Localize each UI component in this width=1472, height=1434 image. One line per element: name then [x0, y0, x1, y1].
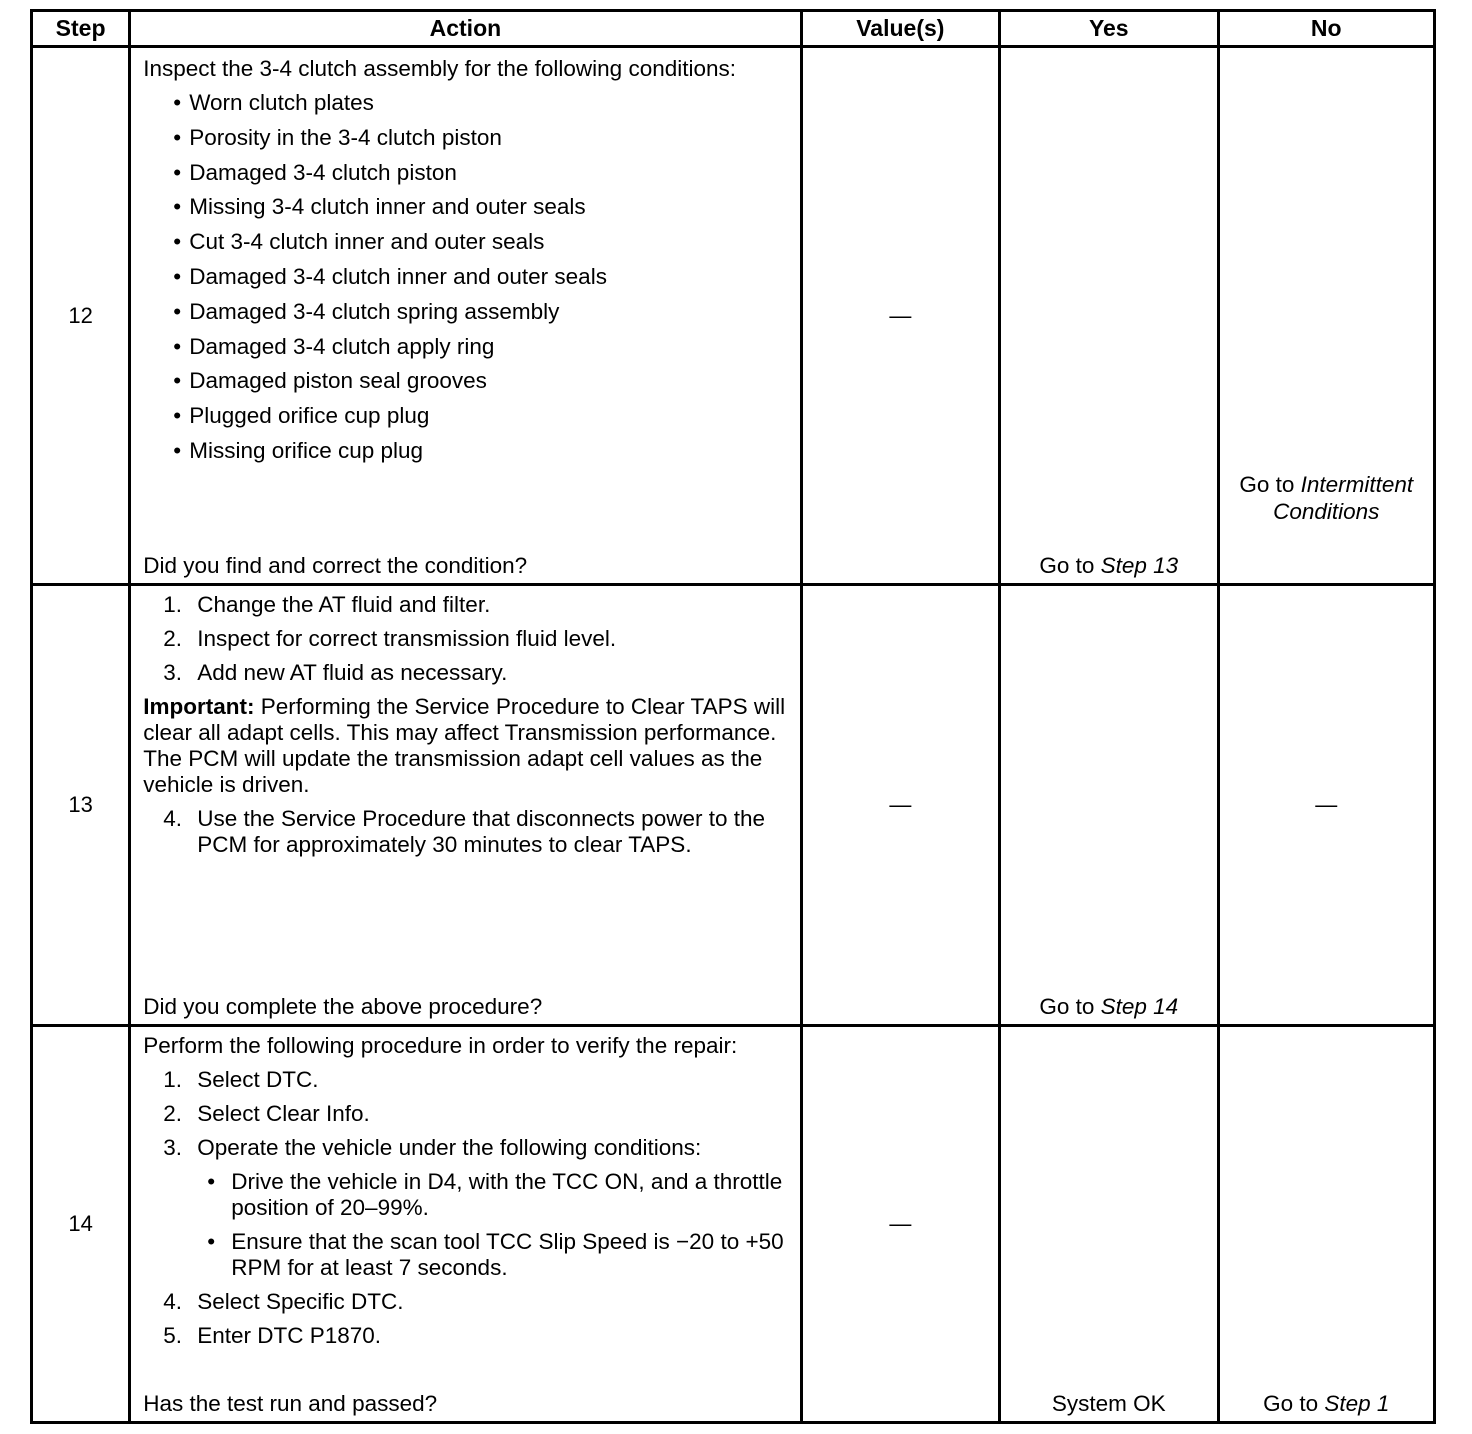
important-text: Performing the Service Procedure to Clear TAPS will clear all adapt cells. This may affect Transmission performance. The PCM will update the transmission adapt cell values as the vehicle is driven. — [143, 694, 786, 797]
list-item — [163, 592, 785, 618]
action-cell — [130, 585, 801, 1026]
yes-step-link[interactable]: Step 13 — [1100, 553, 1179, 578]
no-link-line1[interactable]: Intermittent — [1300, 472, 1414, 497]
step-text: Change the AT fluid and filter. — [197, 592, 491, 617]
table-row-step-14 — [32, 1026, 1435, 1423]
no-step-link[interactable]: Step 1 — [1324, 1391, 1390, 1416]
step-index: 1. — [163, 592, 182, 617]
no-cell: — — [1218, 585, 1435, 1026]
step-index: 3. — [163, 660, 182, 685]
no-cell — [1218, 47, 1435, 585]
value-cell: — — [801, 1026, 999, 1423]
yes-result[interactable]: System OK — [1051, 1391, 1166, 1416]
condition-list — [143, 88, 785, 471]
action-question: Has the test run and passed? — [143, 1391, 438, 1416]
list-item — [163, 806, 785, 858]
action-cell — [130, 1026, 801, 1423]
header-values: Value(s) — [801, 11, 999, 47]
list-item: • Damaged 3-4 clutch apply ring — [173, 332, 785, 367]
value-cell: — — [801, 585, 999, 1026]
procedure-steps — [143, 592, 785, 686]
step-text: Add new AT fluid as necessary. — [197, 660, 508, 685]
important-note — [143, 694, 785, 798]
list-item — [163, 1135, 785, 1281]
step-text: Inspect for correct transmission fluid level. — [197, 626, 617, 651]
list-item: • Damaged piston seal grooves — [173, 366, 785, 401]
yes-cell — [1000, 47, 1218, 585]
procedure-table — [30, 9, 1436, 1424]
action-question: Did you complete the above procedure? — [143, 994, 543, 1019]
step-number: 12 — [32, 47, 130, 585]
yes-cell — [1000, 1026, 1218, 1423]
list-item — [163, 1323, 785, 1349]
procedure-steps — [143, 806, 785, 858]
step-number: 14 — [32, 1026, 130, 1423]
yes-prefix: Go to — [1039, 994, 1095, 1019]
list-item: • Plugged orifice cup plug — [173, 401, 785, 436]
yes-prefix: Go to — [1039, 553, 1095, 578]
step-index: 4. — [163, 1289, 182, 1314]
list-item — [163, 1067, 785, 1093]
header-row — [32, 11, 1435, 47]
list-item — [163, 1289, 785, 1315]
header-no: No — [1218, 11, 1435, 47]
list-item: • Drive the vehicle in D4, with the TCC ON, and a throttle position of 20–99%. — [207, 1169, 785, 1221]
important-label: Important: — [143, 694, 255, 719]
list-item: • Damaged 3-4 clutch piston — [173, 158, 785, 193]
no-result[interactable] — [1220, 1391, 1434, 1417]
procedure-steps — [143, 1067, 785, 1349]
list-item: • Porosity in the 3-4 clutch piston — [173, 123, 785, 158]
step-text: Select DTC. — [197, 1067, 319, 1092]
step-text: Use the Service Procedure that disconnects power to the PCM for approximately 30 minutes to clear TAPS. — [197, 806, 766, 857]
list-item: • Missing orifice cup plug — [173, 436, 785, 471]
header-step: Step — [32, 11, 130, 47]
list-item: • Missing 3-4 clutch inner and outer seals — [173, 192, 785, 227]
condition-sublist — [197, 1169, 785, 1281]
action-intro: Inspect the 3-4 clutch assembly for the following conditions: — [143, 56, 737, 81]
step-text: Select Clear Info. — [197, 1101, 370, 1126]
yes-result[interactable] — [1001, 553, 1216, 579]
step-text: Operate the vehicle under the following conditions: — [197, 1135, 702, 1160]
header-action: Action — [130, 11, 801, 47]
step-index: 2. — [163, 626, 182, 651]
yes-cell — [1000, 585, 1218, 1026]
step-index: 5. — [163, 1323, 182, 1348]
list-item — [163, 660, 785, 686]
no-link-line2[interactable]: Conditions — [1273, 499, 1380, 524]
action-cell — [130, 47, 801, 585]
header-yes: Yes — [1000, 11, 1218, 47]
list-item — [163, 626, 785, 652]
action-intro: Perform the following procedure in order to verify the repair: — [143, 1033, 738, 1058]
step-text: Enter DTC P1870. — [197, 1323, 382, 1348]
no-prefix: Go to — [1263, 1391, 1319, 1416]
no-prefix: Go to — [1239, 472, 1295, 497]
yes-result[interactable] — [1001, 994, 1216, 1020]
table-row-step-12 — [32, 47, 1435, 585]
step-index: 1. — [163, 1067, 182, 1092]
step-index: 3. — [163, 1135, 182, 1160]
list-item — [163, 1101, 785, 1127]
action-question: Did you find and correct the condition? — [143, 553, 528, 578]
list-item: • Worn clutch plates — [173, 88, 785, 123]
list-item: • Cut 3-4 clutch inner and outer seals — [173, 227, 785, 262]
table-row-step-13 — [32, 585, 1435, 1026]
step-number: 13 — [32, 585, 130, 1026]
no-cell — [1218, 1026, 1435, 1423]
step-index: 4. — [163, 806, 182, 831]
list-item: • Ensure that the scan tool TCC Slip Speed is −20 to +50 RPM for at least 7 seconds. — [207, 1229, 785, 1281]
step-text: Select Specific DTC. — [197, 1289, 404, 1314]
list-item: • Damaged 3-4 clutch spring assembly — [173, 297, 785, 332]
value-cell: — — [801, 47, 999, 585]
yes-step-link[interactable]: Step 14 — [1100, 994, 1179, 1019]
step-index: 2. — [163, 1101, 182, 1126]
list-item: • Damaged 3-4 clutch inner and outer seals — [173, 262, 785, 297]
no-result[interactable] — [1220, 471, 1434, 525]
